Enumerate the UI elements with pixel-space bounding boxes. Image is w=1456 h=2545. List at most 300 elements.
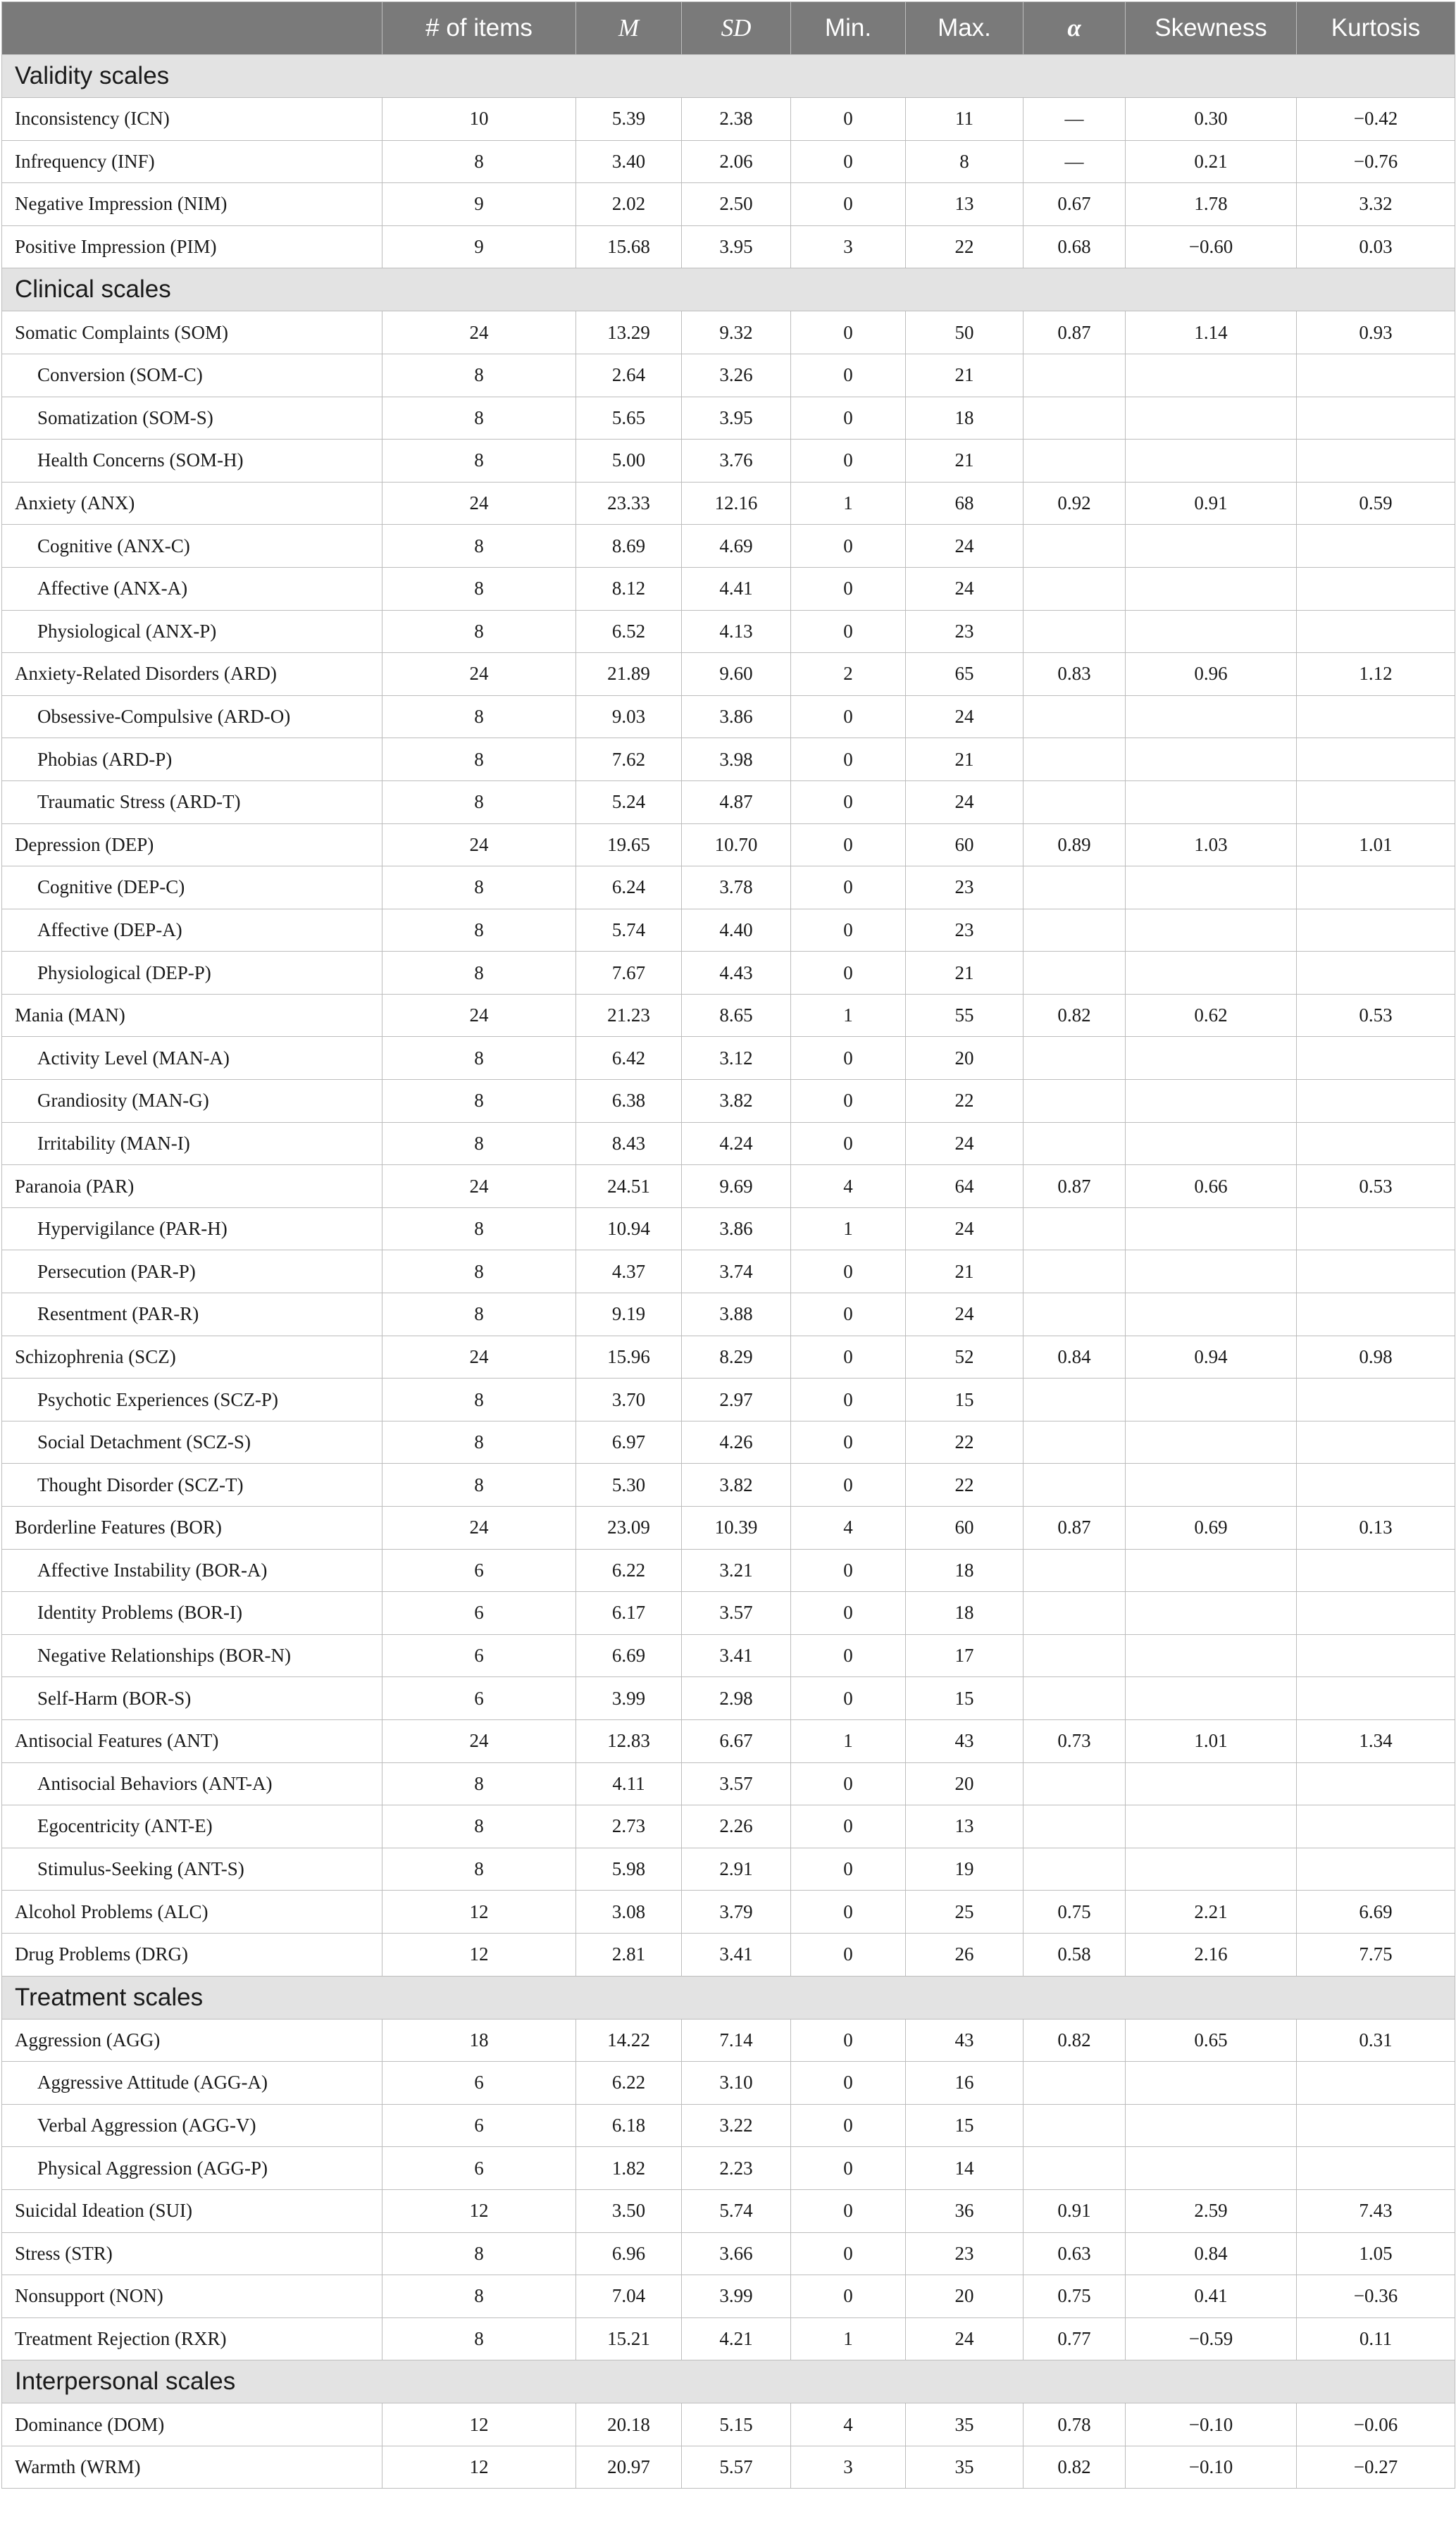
cell-sd: 10.70 <box>682 823 791 866</box>
subscale-row <box>2 1122 1455 1165</box>
cell-kurtosis: 1.05 <box>1297 2232 1455 2275</box>
subscale-row <box>2 1037 1455 1080</box>
cell-max: 13 <box>906 183 1023 226</box>
scale-label: Physiological (DEP-P) <box>2 952 382 995</box>
cell-items: 8 <box>382 1762 576 1805</box>
cell-sd: 5.57 <box>682 2446 791 2489</box>
cell-alpha: 0.89 <box>1023 823 1126 866</box>
cell-min: 0 <box>791 440 906 483</box>
cell-min: 0 <box>791 1762 906 1805</box>
cell-mean: 15.96 <box>576 1336 682 1379</box>
cell-mean: 2.64 <box>576 354 682 397</box>
cell-skewness: 0.84 <box>1126 2232 1297 2275</box>
cell-alpha <box>1023 866 1126 909</box>
subscale-row <box>2 525 1455 568</box>
cell-max: 15 <box>906 2104 1023 2147</box>
scale-label: Affective (ANX-A) <box>2 567 382 610</box>
subscale-row <box>2 952 1455 995</box>
cell-max: 55 <box>906 994 1023 1037</box>
cell-skewness: 0.94 <box>1126 1336 1297 1379</box>
cell-skewness <box>1126 525 1297 568</box>
scale-label: Egocentricity (ANT-E) <box>2 1805 382 1848</box>
cell-sd: 3.99 <box>682 2275 791 2318</box>
cell-items: 6 <box>382 1549 576 1592</box>
cell-kurtosis: 0.53 <box>1297 1165 1455 1208</box>
cell-sd: 2.06 <box>682 140 791 183</box>
subscale-row <box>2 397 1455 440</box>
cell-min: 0 <box>791 98 906 141</box>
cell-alpha <box>1023 780 1126 823</box>
cell-mean: 6.24 <box>576 866 682 909</box>
cell-skewness: −0.60 <box>1126 225 1297 268</box>
scale-label: Borderline Features (BOR) <box>2 1507 382 1550</box>
cell-skewness <box>1126 1293 1297 1336</box>
header-skewness: Skewness <box>1126 2 1297 55</box>
scale-row <box>2 1336 1455 1379</box>
cell-alpha <box>1023 952 1126 995</box>
scale-label: Grandiosity (MAN-G) <box>2 1080 382 1123</box>
cell-mean: 21.89 <box>576 653 682 696</box>
cell-sd: 3.26 <box>682 354 791 397</box>
cell-sd: 12.16 <box>682 482 791 525</box>
scale-label: Treatment Rejection (RXR) <box>2 2317 382 2360</box>
cell-max: 22 <box>906 1464 1023 1507</box>
cell-min: 0 <box>791 1250 906 1293</box>
cell-alpha <box>1023 738 1126 781</box>
subscale-row <box>2 1080 1455 1123</box>
cell-skewness: 2.21 <box>1126 1891 1297 1934</box>
cell-min: 3 <box>791 225 906 268</box>
cell-mean: 8.69 <box>576 525 682 568</box>
cell-max: 64 <box>906 1165 1023 1208</box>
cell-items: 8 <box>382 1379 576 1421</box>
cell-min: 0 <box>791 1933 906 1976</box>
scale-row <box>2 2403 1455 2446</box>
cell-items: 24 <box>382 653 576 696</box>
cell-alpha: 0.73 <box>1023 1719 1126 1762</box>
cell-kurtosis: 0.98 <box>1297 1336 1455 1379</box>
cell-min: 0 <box>791 2189 906 2232</box>
cell-items: 24 <box>382 482 576 525</box>
cell-sd: 3.41 <box>682 1634 791 1677</box>
cell-mean: 13.29 <box>576 311 682 354</box>
cell-sd: 10.39 <box>682 1507 791 1550</box>
cell-mean: 7.04 <box>576 2275 682 2318</box>
cell-mean: 8.43 <box>576 1122 682 1165</box>
cell-min: 0 <box>791 1122 906 1165</box>
cell-mean: 6.96 <box>576 2232 682 2275</box>
cell-alpha <box>1023 1549 1126 1592</box>
cell-skewness <box>1126 738 1297 781</box>
cell-items: 8 <box>382 610 576 653</box>
cell-items: 8 <box>382 140 576 183</box>
cell-kurtosis: −0.06 <box>1297 2403 1455 2446</box>
cell-max: 23 <box>906 2232 1023 2275</box>
table-body <box>2 55 1455 2489</box>
cell-skewness <box>1126 1805 1297 1848</box>
cell-max: 22 <box>906 1421 1023 1464</box>
cell-min: 4 <box>791 2403 906 2446</box>
cell-skewness <box>1126 397 1297 440</box>
cell-kurtosis: −0.36 <box>1297 2275 1455 2318</box>
cell-max: 43 <box>906 2019 1023 2062</box>
cell-sd: 3.21 <box>682 1549 791 1592</box>
cell-sd: 3.82 <box>682 1080 791 1123</box>
header-row <box>2 2 1455 55</box>
scale-row <box>2 653 1455 696</box>
cell-max: 20 <box>906 1762 1023 1805</box>
cell-alpha: 0.67 <box>1023 183 1126 226</box>
cell-items: 24 <box>382 994 576 1037</box>
cell-skewness: 0.62 <box>1126 994 1297 1037</box>
cell-alpha <box>1023 1379 1126 1421</box>
subscale-row <box>2 1379 1455 1421</box>
cell-skewness <box>1126 1592 1297 1635</box>
cell-min: 0 <box>791 1634 906 1677</box>
scale-label: Activity Level (MAN-A) <box>2 1037 382 1080</box>
cell-kurtosis <box>1297 1805 1455 1848</box>
scale-label: Phobias (ARD-P) <box>2 738 382 781</box>
cell-kurtosis: −0.27 <box>1297 2446 1455 2489</box>
cell-min: 0 <box>791 2019 906 2062</box>
cell-mean: 5.24 <box>576 780 682 823</box>
header-items: # of items <box>382 2 576 55</box>
header-kurtosis: Kurtosis <box>1297 2 1455 55</box>
cell-mean: 4.11 <box>576 1762 682 1805</box>
cell-max: 24 <box>906 2317 1023 2360</box>
cell-items: 8 <box>382 952 576 995</box>
cell-kurtosis <box>1297 2062 1455 2105</box>
cell-mean: 23.33 <box>576 482 682 525</box>
cell-kurtosis <box>1297 1037 1455 1080</box>
cell-min: 0 <box>791 2062 906 2105</box>
cell-mean: 6.18 <box>576 2104 682 2147</box>
scale-label: Identity Problems (BOR-I) <box>2 1592 382 1635</box>
scale-label: Mania (MAN) <box>2 994 382 1037</box>
cell-skewness: 1.01 <box>1126 1719 1297 1762</box>
cell-sd: 3.78 <box>682 866 791 909</box>
scale-row <box>2 1719 1455 1762</box>
scale-label: Physical Aggression (AGG-P) <box>2 2147 382 2190</box>
scale-label: Depression (DEP) <box>2 823 382 866</box>
cell-kurtosis: 0.03 <box>1297 225 1455 268</box>
cell-kurtosis <box>1297 1207 1455 1250</box>
scale-label: Obsessive-Compulsive (ARD-O) <box>2 695 382 738</box>
cell-max: 23 <box>906 610 1023 653</box>
cell-alpha <box>1023 1293 1126 1336</box>
cell-mean: 21.23 <box>576 994 682 1037</box>
cell-alpha <box>1023 1207 1126 1250</box>
cell-mean: 3.99 <box>576 1677 682 1720</box>
cell-max: 24 <box>906 525 1023 568</box>
cell-kurtosis <box>1297 397 1455 440</box>
cell-alpha: 0.91 <box>1023 2189 1126 2232</box>
cell-alpha <box>1023 610 1126 653</box>
cell-min: 0 <box>791 1805 906 1848</box>
cell-alpha: 0.78 <box>1023 2403 1126 2446</box>
cell-skewness: 0.69 <box>1126 1507 1297 1550</box>
cell-min: 4 <box>791 1507 906 1550</box>
cell-kurtosis <box>1297 738 1455 781</box>
cell-max: 13 <box>906 1805 1023 1848</box>
cell-min: 0 <box>791 738 906 781</box>
scale-label: Positive Impression (PIM) <box>2 225 382 268</box>
cell-min: 0 <box>791 1037 906 1080</box>
cell-alpha: 0.75 <box>1023 1891 1126 1934</box>
subscale-row <box>2 695 1455 738</box>
subscale-row <box>2 1293 1455 1336</box>
cell-mean: 9.19 <box>576 1293 682 1336</box>
cell-kurtosis <box>1297 866 1455 909</box>
cell-alpha <box>1023 1677 1126 1720</box>
cell-mean: 1.82 <box>576 2147 682 2190</box>
cell-alpha <box>1023 2104 1126 2147</box>
cell-kurtosis <box>1297 354 1455 397</box>
cell-items: 8 <box>382 866 576 909</box>
cell-sd: 3.86 <box>682 1207 791 1250</box>
subscale-row <box>2 440 1455 483</box>
cell-items: 8 <box>382 695 576 738</box>
cell-skewness <box>1126 909 1297 952</box>
cell-skewness <box>1126 1464 1297 1507</box>
cell-skewness <box>1126 440 1297 483</box>
cell-min: 0 <box>791 610 906 653</box>
cell-skewness <box>1126 1549 1297 1592</box>
cell-mean: 10.94 <box>576 1207 682 1250</box>
section-title: Interpersonal scales <box>2 2360 1455 2403</box>
cell-alpha <box>1023 1037 1126 1080</box>
cell-items: 8 <box>382 780 576 823</box>
cell-kurtosis <box>1297 567 1455 610</box>
subscale-row <box>2 2062 1455 2105</box>
scale-label: Somatization (SOM-S) <box>2 397 382 440</box>
cell-min: 0 <box>791 2275 906 2318</box>
cell-sd: 4.69 <box>682 525 791 568</box>
subscale-row <box>2 1592 1455 1635</box>
cell-sd: 3.22 <box>682 2104 791 2147</box>
scale-label: Psychotic Experiences (SCZ-P) <box>2 1379 382 1421</box>
cell-mean: 7.67 <box>576 952 682 995</box>
cell-sd: 3.12 <box>682 1037 791 1080</box>
scale-label: Aggression (AGG) <box>2 2019 382 2062</box>
cell-kurtosis <box>1297 1464 1455 1507</box>
cell-min: 0 <box>791 1592 906 1635</box>
cell-skewness <box>1126 1379 1297 1421</box>
scale-row <box>2 1507 1455 1550</box>
header-max: Max. <box>906 2 1023 55</box>
cell-max: 11 <box>906 98 1023 141</box>
cell-items: 12 <box>382 2189 576 2232</box>
cell-min: 0 <box>791 311 906 354</box>
cell-kurtosis <box>1297 1549 1455 1592</box>
scale-label: Antisocial Behaviors (ANT-A) <box>2 1762 382 1805</box>
scale-label: Affective (DEP-A) <box>2 909 382 952</box>
cell-kurtosis: 0.93 <box>1297 311 1455 354</box>
cell-min: 0 <box>791 1293 906 1336</box>
cell-alpha <box>1023 1592 1126 1635</box>
cell-kurtosis: 0.11 <box>1297 2317 1455 2360</box>
cell-max: 22 <box>906 1080 1023 1123</box>
cell-skewness: −0.10 <box>1126 2403 1297 2446</box>
cell-items: 8 <box>382 1464 576 1507</box>
cell-max: 15 <box>906 1677 1023 1720</box>
scale-label: Suicidal Ideation (SUI) <box>2 2189 382 2232</box>
scale-row <box>2 183 1455 226</box>
cell-min: 0 <box>791 2147 906 2190</box>
cell-kurtosis: 1.34 <box>1297 1719 1455 1762</box>
cell-kurtosis: 0.31 <box>1297 2019 1455 2062</box>
cell-max: 24 <box>906 695 1023 738</box>
cell-max: 65 <box>906 653 1023 696</box>
cell-max: 17 <box>906 1634 1023 1677</box>
cell-items: 8 <box>382 1293 576 1336</box>
cell-items: 24 <box>382 1719 576 1762</box>
cell-mean: 9.03 <box>576 695 682 738</box>
cell-kurtosis: 0.53 <box>1297 994 1455 1037</box>
cell-sd: 3.76 <box>682 440 791 483</box>
cell-kurtosis: 7.43 <box>1297 2189 1455 2232</box>
cell-min: 0 <box>791 2104 906 2147</box>
cell-sd: 3.95 <box>682 225 791 268</box>
cell-kurtosis <box>1297 1421 1455 1464</box>
cell-items: 8 <box>382 1037 576 1080</box>
cell-skewness <box>1126 1122 1297 1165</box>
cell-kurtosis <box>1297 1592 1455 1635</box>
header-scale <box>2 2 382 55</box>
cell-mean: 19.65 <box>576 823 682 866</box>
cell-sd: 3.88 <box>682 1293 791 1336</box>
cell-alpha <box>1023 1464 1126 1507</box>
scale-label: Paranoia (PAR) <box>2 1165 382 1208</box>
cell-kurtosis <box>1297 1848 1455 1891</box>
cell-min: 1 <box>791 2317 906 2360</box>
cell-min: 0 <box>791 2232 906 2275</box>
cell-kurtosis <box>1297 1250 1455 1293</box>
cell-skewness <box>1126 1080 1297 1123</box>
section-row <box>2 2360 1455 2403</box>
cell-kurtosis <box>1297 909 1455 952</box>
subscale-row <box>2 1464 1455 1507</box>
cell-max: 21 <box>906 738 1023 781</box>
cell-min: 1 <box>791 994 906 1037</box>
cell-skewness: 0.96 <box>1126 653 1297 696</box>
subscale-row <box>2 1805 1455 1848</box>
cell-min: 0 <box>791 1336 906 1379</box>
scale-label: Affective Instability (BOR-A) <box>2 1549 382 1592</box>
cell-sd: 3.41 <box>682 1933 791 1976</box>
section-title: Treatment scales <box>2 1976 1455 2019</box>
cell-mean: 23.09 <box>576 1507 682 1550</box>
scale-label: Antisocial Features (ANT) <box>2 1719 382 1762</box>
cell-items: 6 <box>382 2062 576 2105</box>
cell-alpha <box>1023 354 1126 397</box>
cell-alpha <box>1023 909 1126 952</box>
cell-skewness <box>1126 354 1297 397</box>
cell-sd: 3.66 <box>682 2232 791 2275</box>
cell-min: 1 <box>791 482 906 525</box>
cell-skewness <box>1126 610 1297 653</box>
cell-max: 25 <box>906 1891 1023 1934</box>
cell-items: 8 <box>382 2317 576 2360</box>
cell-skewness: 2.59 <box>1126 2189 1297 2232</box>
cell-max: 18 <box>906 397 1023 440</box>
section-row <box>2 1976 1455 2019</box>
cell-skewness: 0.41 <box>1126 2275 1297 2318</box>
cell-kurtosis <box>1297 695 1455 738</box>
section-row <box>2 55 1455 98</box>
scale-label: Self-Harm (BOR-S) <box>2 1677 382 1720</box>
cell-kurtosis <box>1297 952 1455 995</box>
cell-mean: 2.02 <box>576 183 682 226</box>
cell-mean: 7.62 <box>576 738 682 781</box>
cell-min: 0 <box>791 183 906 226</box>
cell-max: 15 <box>906 1379 1023 1421</box>
cell-min: 0 <box>791 567 906 610</box>
cell-mean: 6.42 <box>576 1037 682 1080</box>
cell-max: 24 <box>906 1293 1023 1336</box>
scale-label: Somatic Complaints (SOM) <box>2 311 382 354</box>
cell-mean: 5.65 <box>576 397 682 440</box>
subscale-row <box>2 2147 1455 2190</box>
subscale-row <box>2 909 1455 952</box>
cell-kurtosis: −0.42 <box>1297 98 1455 141</box>
cell-max: 43 <box>906 1719 1023 1762</box>
cell-mean: 15.68 <box>576 225 682 268</box>
cell-alpha: 0.58 <box>1023 1933 1126 1976</box>
cell-skewness <box>1126 866 1297 909</box>
cell-sd: 3.95 <box>682 397 791 440</box>
cell-max: 26 <box>906 1933 1023 1976</box>
cell-min: 0 <box>791 525 906 568</box>
cell-sd: 3.57 <box>682 1762 791 1805</box>
scale-row <box>2 482 1455 525</box>
cell-sd: 4.13 <box>682 610 791 653</box>
cell-alpha: 0.68 <box>1023 225 1126 268</box>
cell-skewness <box>1126 1848 1297 1891</box>
scale-label: Resentment (PAR-R) <box>2 1293 382 1336</box>
scale-label: Aggressive Attitude (AGG-A) <box>2 2062 382 2105</box>
cell-max: 23 <box>906 866 1023 909</box>
cell-sd: 3.86 <box>682 695 791 738</box>
cell-items: 8 <box>382 909 576 952</box>
cell-mean: 3.50 <box>576 2189 682 2232</box>
cell-max: 21 <box>906 354 1023 397</box>
cell-max: 24 <box>906 1207 1023 1250</box>
scale-label: Dominance (DOM) <box>2 2403 382 2446</box>
cell-kurtosis <box>1297 1677 1455 1720</box>
scale-row <box>2 2317 1455 2360</box>
cell-min: 0 <box>791 354 906 397</box>
cell-items: 8 <box>382 1805 576 1848</box>
cell-alpha <box>1023 1080 1126 1123</box>
cell-sd: 9.69 <box>682 1165 791 1208</box>
subscale-row <box>2 1848 1455 1891</box>
cell-skewness <box>1126 695 1297 738</box>
scale-label: Inconsistency (ICN) <box>2 98 382 141</box>
cell-min: 0 <box>791 1421 906 1464</box>
cell-alpha <box>1023 525 1126 568</box>
cell-sd: 4.43 <box>682 952 791 995</box>
cell-items: 6 <box>382 1677 576 1720</box>
cell-max: 21 <box>906 1250 1023 1293</box>
scale-label: Health Concerns (SOM-H) <box>2 440 382 483</box>
cell-sd: 4.21 <box>682 2317 791 2360</box>
cell-max: 20 <box>906 2275 1023 2318</box>
cell-items: 12 <box>382 1933 576 1976</box>
cell-min: 1 <box>791 1207 906 1250</box>
cell-alpha: 0.82 <box>1023 2019 1126 2062</box>
cell-sd: 5.15 <box>682 2403 791 2446</box>
